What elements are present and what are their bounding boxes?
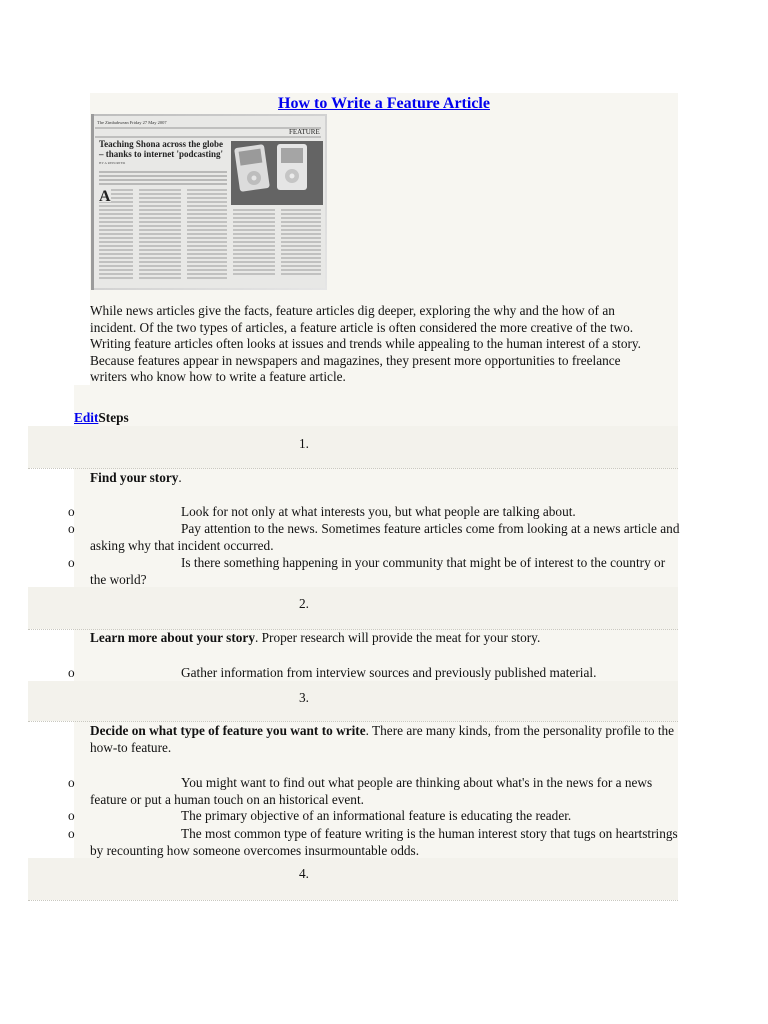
bullet-marker: o (68, 826, 75, 841)
newspaper-photo (91, 114, 327, 290)
article-title-link[interactable]: How to Write a Feature Article (278, 95, 490, 112)
step-title: Learn more about your story (90, 630, 255, 645)
bullet-marker: o (68, 808, 75, 823)
step-heading (90, 723, 680, 756)
list-item-text: You might want to find out what people are thinking about what's in the news for a news feature or put a human touch on an historical event. (90, 775, 653, 807)
intro-paragraph: While news articles give the facts, feature articles dig deeper, exploring the why and the how of an incident. Of the two types of articles, a feature article is often considered the more creative of the two. Writing feature articles often looks at issues and trends while appealing to the human interest of a story. Because features appear in newspapers and magazines, they present more opportunities to freelance writers who know how to write a feature article. (90, 303, 642, 384)
list-item-text: The primary objective of an informational feature is educating the reader. (181, 808, 572, 823)
svg-text:Teaching Shona across the glob: Teaching Shona across the globe (99, 139, 224, 149)
bullet-marker: o (68, 665, 75, 680)
svg-text:A: A (99, 188, 111, 205)
list-item-text: Pay attention to the news. Sometimes feature articles come from looking at a news article and asking why that incident occurred. (90, 521, 680, 553)
newspaper-image (91, 114, 327, 290)
step-number: 3. (299, 690, 309, 705)
list-item-text: Is there something happening in your community that might be of interest to the country or the world? (90, 555, 666, 587)
step-number: 4. (299, 866, 309, 881)
step-heading (90, 470, 680, 487)
step-description: . Proper research will provide the meat for your story. (254, 630, 541, 645)
svg-text:The Zimbabwean Friday 27 May: The Zimbabwean Friday 27 May 2007 (97, 120, 167, 125)
divider (28, 900, 678, 901)
edit-link[interactable]: Edit (74, 410, 99, 425)
step-title: Find your story (90, 470, 179, 485)
divider (28, 468, 678, 469)
svg-text:FEATURE: FEATURE (289, 128, 320, 136)
steps-heading-text: Steps (98, 410, 129, 425)
svg-text:BY A REPORTER: BY A REPORTER (99, 161, 126, 165)
step-heading (90, 630, 680, 647)
divider (28, 721, 678, 722)
step-title: Decide on what type of feature you want to write (90, 723, 366, 738)
step-number: 2. (299, 596, 309, 611)
bullet-marker: o (68, 504, 75, 519)
bullet-marker: o (68, 555, 75, 570)
step-number: 1. (299, 436, 309, 451)
steps-heading (74, 410, 129, 426)
bullet-marker: o (68, 521, 75, 536)
step-description: . There are many kinds, from the personality profile to the how-to feature. (90, 723, 675, 755)
svg-text:– thanks to internet 'podcasti: – thanks to internet 'podcasting' (99, 149, 224, 159)
list-item-text: Look for not only at what interests you, but what people are talking about. (181, 504, 576, 519)
bullet-marker: o (68, 775, 75, 790)
list-item-text: The most common type of feature writing is the human interest story that tugs on heartstrings by recounting how someone overcomes insurmountable odds. (90, 826, 678, 858)
step-description: . (178, 470, 182, 485)
list-item-text: Gather information from interview sources and previously published material. (181, 665, 597, 680)
